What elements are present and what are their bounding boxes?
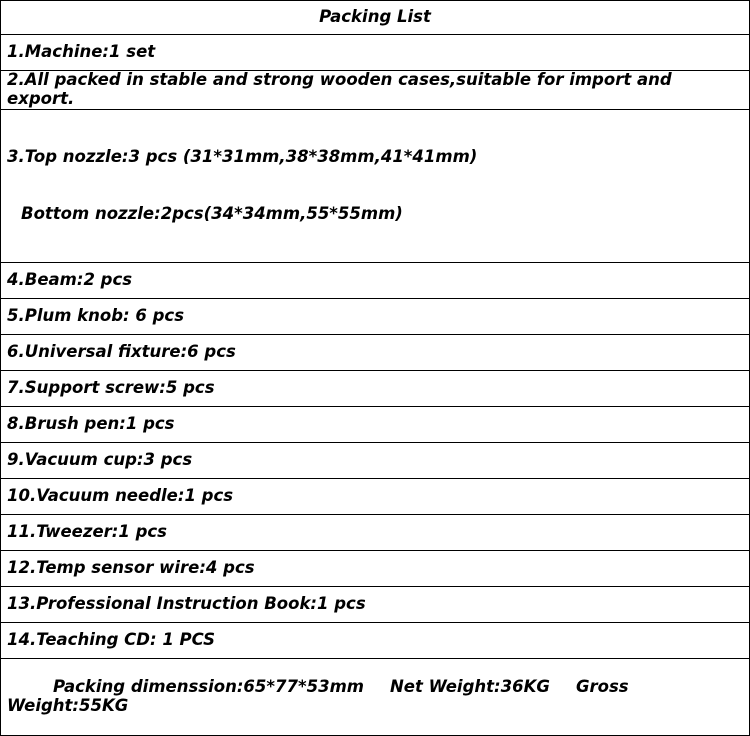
table-row [1, 370, 750, 406]
list-item-vacuum-cup: 9.Vacuum cup:3 pcs [1, 442, 750, 478]
list-item-nozzles-top: 3.Top nozzle:3 pcs (31*31mm,38*38mm,41*41mm) [7, 146, 478, 166]
table-row [1, 109, 750, 262]
list-item-tweezer: 11.Tweezer:1 pcs [1, 514, 750, 550]
table-row [1, 71, 750, 110]
list-item-brush-pen: 8.Brush pen:1 pcs [1, 406, 750, 442]
gross-weight-value: Gross Weight:55KG [7, 676, 635, 715]
table-row-title [1, 1, 750, 35]
list-item-packaging: 2.All packed in stable and strong wooden cases,suitable for import and export. [1, 71, 750, 110]
table-row [1, 586, 750, 622]
list-item-universal-fixture: 6.Universal fixture:6 pcs [1, 334, 750, 370]
list-item-teaching-cd: 14.Teaching CD: 1 PCS [1, 622, 750, 658]
table-row [1, 622, 750, 658]
list-item-temp-sensor-wire: 12.Temp sensor wire:4 pcs [1, 550, 750, 586]
list-item-beam: 4.Beam:2 pcs [1, 262, 750, 298]
table-row [1, 298, 750, 334]
list-item-instruction-book: 13.Professional Instruction Book:1 pcs [1, 586, 750, 622]
table-row [1, 406, 750, 442]
table-row [1, 35, 750, 71]
list-item-plum-knob: 5.Plum knob: 6 pcs [1, 298, 750, 334]
list-item-support-screw: 7.Support screw:5 pcs [1, 370, 750, 406]
table-row [1, 550, 750, 586]
table-row [1, 478, 750, 514]
page-title: Packing List [1, 1, 750, 35]
packing-dimension-value: Packing dimenssion:65*77*53mm [52, 676, 364, 696]
table-row [1, 262, 750, 298]
packing-summary [1, 658, 750, 735]
table-row-footer [1, 658, 750, 735]
list-item-vacuum-needle: 10.Vacuum needle:1 pcs [1, 478, 750, 514]
table-row [1, 514, 750, 550]
table-row [1, 334, 750, 370]
table-row [1, 442, 750, 478]
list-item-machine: 1.Machine:1 set [1, 35, 750, 71]
list-item-nozzles-bottom: Bottom nozzle:2pcs(34*34mm,55*55mm) [21, 203, 403, 223]
list-item-nozzles [1, 109, 750, 262]
net-weight-value: Net Weight:36KG [389, 676, 550, 696]
